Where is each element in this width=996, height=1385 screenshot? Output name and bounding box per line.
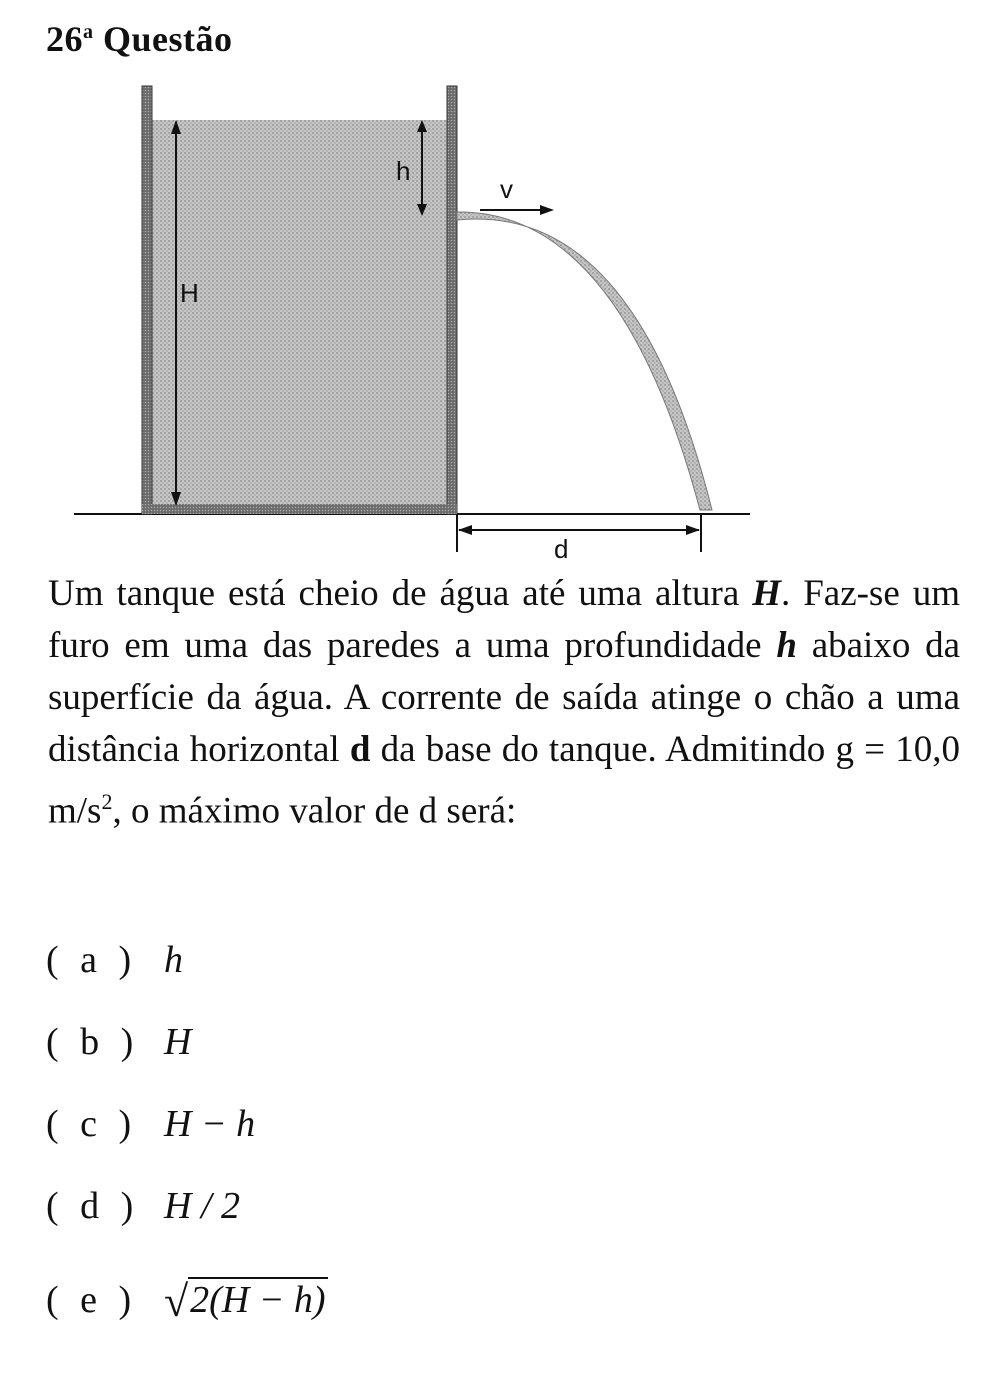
label-d: d: [554, 534, 569, 564]
v-arrow-head: [540, 205, 554, 215]
stem-exponent: 2: [101, 789, 113, 814]
option-label: ( d ): [46, 1185, 140, 1227]
option-label: ( b ): [46, 1021, 140, 1063]
stem-part-3: abaixo da superfície da água. A corrente de saída atinge o chão a uma distância horizontal: [48, 625, 961, 770]
option-value: 2(H − h): [190, 1279, 326, 1321]
option-value: H / 2: [164, 1185, 240, 1227]
question-title: [46, 18, 233, 60]
stem-part-4: da base do tanque. Admitindo g = 10,0 m/s: [48, 729, 960, 832]
option-c[interactable]: [46, 1102, 255, 1158]
option-a[interactable]: [46, 938, 183, 994]
label-v: v: [500, 174, 513, 204]
left-wall: [142, 86, 152, 514]
stem-var-H: H: [752, 573, 781, 614]
radical-sign: √: [164, 1277, 189, 1326]
option-label: ( c ): [46, 1103, 138, 1145]
option-d[interactable]: [46, 1184, 240, 1240]
question-heading: Questão: [103, 19, 233, 59]
water-stream: [457, 212, 712, 510]
tank-bottom: [142, 504, 457, 514]
stem-part-2: . Faz-se um furo em uma das paredes a uma profundidade: [48, 573, 960, 666]
option-value: H − h: [164, 1103, 256, 1145]
ordinal-indicator: a: [83, 21, 94, 43]
question-number: 26: [46, 19, 83, 59]
stem-part-5: , o máximo valor de d será:: [112, 790, 517, 832]
label-H: H: [180, 278, 199, 308]
tank-diagram: [60, 80, 780, 570]
option-value: h: [164, 939, 183, 981]
option-label: ( e ): [46, 1279, 138, 1321]
stem-var-h: h: [776, 625, 797, 666]
question-stem: [48, 568, 960, 837]
option-value: H: [164, 1021, 192, 1063]
square-root-expression: [164, 1272, 328, 1326]
option-b[interactable]: [46, 1020, 191, 1076]
label-h: h: [396, 156, 411, 186]
option-e[interactable]: [46, 1272, 328, 1328]
right-wall: [447, 86, 457, 514]
d-arrow-left: [458, 525, 472, 535]
stem-part-1: Um tanque está cheio de água até uma altura: [48, 573, 753, 614]
option-label: ( a ): [46, 939, 138, 981]
d-arrow-right: [686, 525, 700, 535]
stem-var-d: d: [349, 729, 371, 770]
